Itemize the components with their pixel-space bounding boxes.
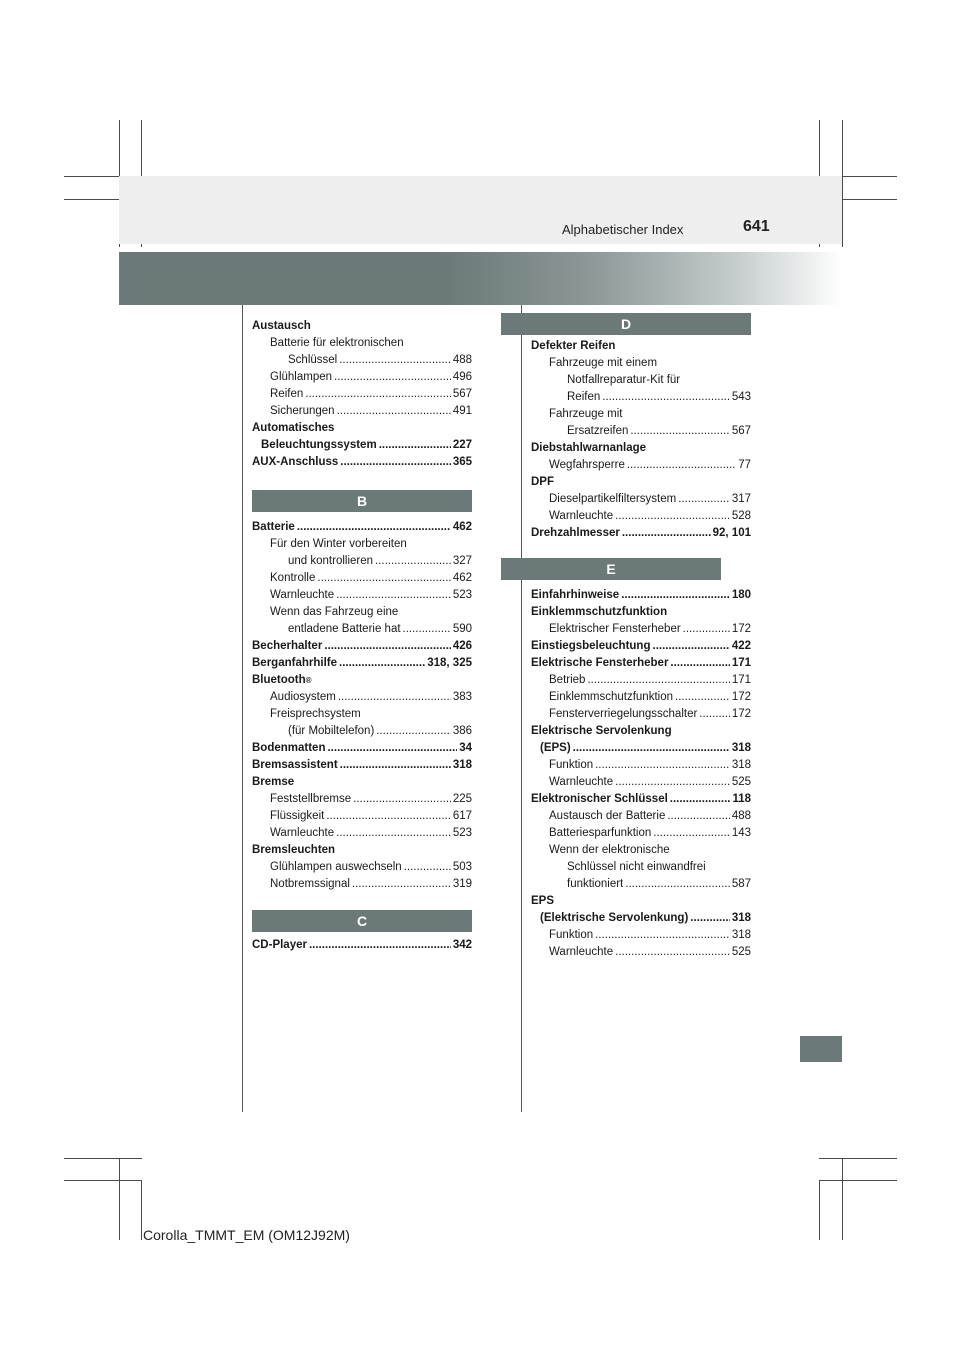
index-group-e bbox=[531, 587, 751, 961]
dot-leader bbox=[353, 791, 451, 808]
header-band bbox=[119, 176, 842, 244]
dot-leader bbox=[670, 655, 729, 672]
index-entry bbox=[531, 944, 751, 961]
index-entry-text: Schlüssel bbox=[288, 354, 338, 366]
index-entry-page: 227 bbox=[452, 439, 472, 451]
dot-leader bbox=[675, 689, 730, 706]
index-entry-text: Ersatzreifen bbox=[567, 425, 629, 437]
dot-leader bbox=[622, 525, 711, 542]
index-entry bbox=[252, 604, 472, 621]
index-entry-page: 118 bbox=[732, 793, 751, 805]
index-entry-text: Kontrolle bbox=[270, 572, 316, 584]
index-entry bbox=[252, 420, 472, 437]
index-entry bbox=[531, 791, 751, 808]
index-entry bbox=[252, 335, 472, 352]
index-entry bbox=[252, 723, 472, 740]
column-divider-right bbox=[521, 305, 522, 1112]
index-entry-text: Feststellbremse bbox=[270, 793, 352, 805]
index-entry-page: 77 bbox=[738, 459, 751, 471]
index-entry bbox=[252, 825, 472, 842]
dot-leader bbox=[653, 638, 730, 655]
dot-leader bbox=[336, 587, 451, 604]
page-title: Alphabetischer Index bbox=[562, 222, 684, 237]
index-entry-text: Funktion bbox=[549, 929, 594, 941]
index-entry-text: Notbremssignal bbox=[270, 878, 350, 890]
index-entry bbox=[252, 655, 472, 672]
index-entry bbox=[252, 621, 472, 638]
dot-leader bbox=[336, 825, 451, 842]
index-entry-text: Beleuchtungssystem bbox=[261, 439, 377, 451]
index-entry bbox=[252, 937, 472, 954]
index-entry-text: und kontrollieren bbox=[288, 555, 374, 567]
index-entry bbox=[252, 386, 472, 403]
index-entry-text: Drehzahlmesser bbox=[531, 527, 620, 539]
crop-mark bbox=[842, 120, 843, 247]
dot-leader bbox=[595, 927, 730, 944]
index-entry-text: Notfallreparatur-Kit für bbox=[567, 374, 681, 386]
index-entry-page: 543 bbox=[731, 391, 751, 403]
crop-mark bbox=[819, 1180, 820, 1240]
dot-leader bbox=[375, 553, 451, 570]
dot-leader bbox=[630, 423, 729, 440]
index-entry-page: 525 bbox=[731, 776, 751, 788]
index-entry-text: Bremse bbox=[252, 776, 295, 788]
index-entry-text: Austausch der Batterie bbox=[549, 810, 666, 822]
index-entry bbox=[252, 454, 472, 471]
dot-leader bbox=[337, 403, 451, 420]
dot-leader bbox=[309, 937, 451, 954]
index-entry bbox=[252, 842, 472, 859]
index-entry-page: 318 bbox=[731, 929, 751, 941]
dot-leader bbox=[339, 655, 425, 672]
dot-leader bbox=[678, 491, 730, 508]
crop-mark bbox=[819, 1158, 897, 1159]
dot-leader bbox=[338, 689, 451, 706]
page-number: 641 bbox=[743, 218, 770, 235]
index-entry-text: Elektrische Fensterheber bbox=[531, 657, 669, 669]
index-entry-page: 318 bbox=[731, 912, 751, 924]
index-entry-page: 426 bbox=[452, 640, 472, 652]
index-entry-text: Audiosystem bbox=[270, 691, 336, 703]
index-entry-text: Reifen bbox=[567, 391, 601, 403]
index-entry-text: Warnleuchte bbox=[549, 946, 614, 958]
index-entry-text: Reifen bbox=[270, 388, 304, 400]
section-header-b: B bbox=[252, 490, 472, 512]
crop-mark bbox=[119, 1158, 120, 1240]
index-entry bbox=[531, 621, 751, 638]
dot-leader bbox=[305, 386, 451, 403]
section-header-d: D bbox=[501, 313, 751, 335]
index-entry bbox=[252, 791, 472, 808]
dot-leader bbox=[615, 774, 730, 791]
dot-leader bbox=[317, 570, 450, 587]
index-entry bbox=[252, 859, 472, 876]
index-entry bbox=[531, 723, 751, 740]
index-entry-text: Bodenmatten bbox=[252, 742, 326, 754]
index-entry-text: Glühlampen bbox=[270, 371, 333, 383]
dot-leader bbox=[297, 519, 451, 536]
index-entry-text: Wenn der elektronische bbox=[549, 844, 670, 856]
index-entry-text: Warnleuchte bbox=[270, 827, 335, 839]
index-entry bbox=[531, 774, 751, 791]
index-entry bbox=[531, 508, 751, 525]
index-entry-text: (EPS) bbox=[540, 742, 571, 754]
index-entry-page: 318 bbox=[731, 742, 751, 754]
index-entry-page: 567 bbox=[452, 388, 472, 400]
crop-mark bbox=[819, 1180, 897, 1181]
index-entry bbox=[252, 757, 472, 774]
dot-leader bbox=[376, 723, 451, 740]
crop-mark bbox=[64, 1180, 142, 1181]
header-gradient-bar bbox=[119, 252, 842, 305]
index-entry-text: Wegfahrsperre bbox=[549, 459, 625, 471]
index-entry-text: Dieselpartikelfiltersystem bbox=[549, 493, 677, 505]
index-entry-text: (für Mobiltelefon) bbox=[288, 725, 375, 737]
chapter-tab bbox=[800, 1036, 842, 1062]
dot-leader bbox=[379, 437, 451, 454]
index-entry-page: 172 bbox=[731, 691, 751, 703]
dot-leader bbox=[627, 457, 736, 474]
index-entry-page: 587 bbox=[731, 878, 751, 890]
index-entry bbox=[531, 927, 751, 944]
index-entry bbox=[252, 553, 472, 570]
index-entry bbox=[252, 403, 472, 420]
index-entry bbox=[531, 672, 751, 689]
index-entry bbox=[252, 638, 472, 655]
index-entry-text: Warnleuchte bbox=[549, 510, 614, 522]
index-entry bbox=[531, 808, 751, 825]
dot-leader bbox=[699, 706, 730, 723]
index-entry-text: Einstiegsbeleuchtung bbox=[531, 640, 651, 652]
index-entry-text: Becherhalter bbox=[252, 640, 323, 652]
index-entry bbox=[531, 842, 751, 859]
index-entry-text: Berganfahrhilfe bbox=[252, 657, 337, 669]
index-entry-text: Für den Winter vorbereiten bbox=[270, 538, 407, 550]
index-entry-text: Batteriesparfunktion bbox=[549, 827, 652, 839]
index-entry bbox=[531, 740, 751, 757]
index-entry bbox=[531, 372, 751, 389]
index-entry bbox=[252, 706, 472, 723]
dot-leader bbox=[573, 740, 730, 757]
index-entry-text: Batterie bbox=[252, 521, 295, 533]
index-group-c bbox=[252, 937, 472, 954]
index-entry-page: 523 bbox=[452, 827, 472, 839]
index-entry bbox=[531, 876, 751, 893]
dot-leader bbox=[339, 352, 451, 369]
index-entry bbox=[531, 440, 751, 457]
index-entry-text: Elektronischer Schlüssel bbox=[531, 793, 668, 805]
dot-leader bbox=[403, 621, 451, 638]
index-entry-text: Flüssigkeit bbox=[270, 810, 325, 822]
index-entry bbox=[531, 706, 751, 723]
index-entry bbox=[531, 859, 751, 876]
index-entry bbox=[252, 689, 472, 706]
dot-leader bbox=[653, 825, 730, 842]
index-entry-page: 365 bbox=[452, 456, 472, 468]
index-entry-text: Glühlampen auswechseln bbox=[270, 861, 402, 873]
index-group-a bbox=[252, 318, 472, 471]
index-entry bbox=[531, 423, 751, 440]
index-entry-text: funktioniert bbox=[567, 878, 624, 890]
dot-leader bbox=[340, 454, 451, 471]
index-entry-page: 503 bbox=[452, 861, 472, 873]
index-entry-text: Bremsleuchten bbox=[252, 844, 336, 856]
index-entry-text: Warnleuchte bbox=[270, 589, 335, 601]
dot-leader bbox=[340, 757, 451, 774]
index-entry-text: Automatisches bbox=[252, 422, 335, 434]
index-entry-page: 327 bbox=[452, 555, 472, 567]
index-entry bbox=[531, 355, 751, 372]
index-column-left bbox=[252, 318, 472, 954]
index-entry-page: 462 bbox=[452, 572, 472, 584]
index-entry-text: Austausch bbox=[252, 320, 311, 332]
index-entry bbox=[531, 757, 751, 774]
index-entry-page: 386 bbox=[452, 725, 472, 737]
index-entry bbox=[252, 774, 472, 791]
index-entry bbox=[531, 638, 751, 655]
index-entry-page: 567 bbox=[731, 425, 751, 437]
crop-mark bbox=[842, 1158, 843, 1240]
index-entry bbox=[252, 570, 472, 587]
index-entry-page: 34 bbox=[459, 742, 472, 754]
index-entry bbox=[531, 474, 751, 491]
index-entry-text: Bluetooth bbox=[252, 674, 306, 686]
index-entry-page: 590 bbox=[452, 623, 472, 635]
index-entry-text: DPF bbox=[531, 476, 554, 488]
index-entry-page: 318 bbox=[452, 759, 472, 771]
crop-mark bbox=[141, 1180, 142, 1240]
index-entry-text: Freisprechsystem bbox=[270, 708, 361, 720]
index-entry bbox=[252, 352, 472, 369]
index-entry-page: 92, 101 bbox=[712, 527, 751, 539]
index-entry-text: Diebstahlwarnanlage bbox=[531, 442, 647, 454]
index-entry-page: 318 bbox=[731, 759, 751, 771]
column-divider-left bbox=[242, 305, 243, 1112]
index-entry-page: 225 bbox=[452, 793, 472, 805]
index-entry-page: 319 bbox=[452, 878, 472, 890]
dot-leader bbox=[587, 672, 729, 689]
index-entry-text: Wenn das Fahrzeug eine bbox=[270, 606, 399, 618]
index-entry bbox=[531, 655, 751, 672]
index-column-right bbox=[531, 338, 751, 961]
index-entry bbox=[531, 689, 751, 706]
dot-leader bbox=[667, 808, 729, 825]
dot-leader bbox=[625, 876, 730, 893]
index-entry-page: 342 bbox=[452, 939, 472, 951]
section-header-e: E bbox=[501, 558, 721, 580]
crop-mark bbox=[64, 1158, 142, 1159]
index-entry bbox=[252, 808, 472, 825]
index-entry bbox=[531, 491, 751, 508]
index-entry bbox=[531, 406, 751, 423]
index-entry bbox=[252, 437, 472, 454]
index-entry-text: Schlüssel nicht einwandfrei bbox=[567, 861, 706, 873]
index-entry bbox=[531, 825, 751, 842]
dot-leader bbox=[334, 369, 451, 386]
index-entry-text: (Elektrische Servolenkung) bbox=[540, 912, 689, 924]
index-entry-page: 383 bbox=[452, 691, 472, 703]
index-group-b bbox=[252, 519, 472, 893]
index-entry-text: Warnleuchte bbox=[549, 776, 614, 788]
index-entry bbox=[252, 318, 472, 335]
index-entry-text: Einklemmschutzfunktion bbox=[549, 691, 673, 703]
dot-leader bbox=[615, 508, 730, 525]
dot-leader bbox=[670, 791, 731, 808]
index-entry bbox=[252, 740, 472, 757]
index-entry bbox=[531, 525, 751, 542]
index-entry-text: Einfahrhinweise bbox=[531, 589, 620, 601]
index-entry-text: Funktion bbox=[549, 759, 594, 771]
index-entry-page: 422 bbox=[731, 640, 751, 652]
index-entry bbox=[531, 389, 751, 406]
index-entry bbox=[531, 457, 751, 474]
index-entry-text: CD-Player bbox=[252, 939, 307, 951]
index-entry-page: 523 bbox=[452, 589, 472, 601]
index-entry-text: Elektrischer Fensterheber bbox=[549, 623, 681, 635]
dot-leader bbox=[327, 740, 457, 757]
index-entry bbox=[531, 338, 751, 355]
index-entry-page: 317 bbox=[731, 493, 751, 505]
index-entry-text: Defekter Reifen bbox=[531, 340, 616, 352]
index-group-d bbox=[531, 338, 751, 542]
index-entry-page: 318, 325 bbox=[427, 657, 472, 669]
index-entry-text: AUX-Anschluss bbox=[252, 456, 339, 468]
index-entry bbox=[531, 587, 751, 604]
index-entry bbox=[531, 910, 751, 927]
index-entry-text: Sicherungen bbox=[270, 405, 335, 417]
index-entry-text: entladene Batterie hat bbox=[288, 623, 401, 635]
index-entry-text: Fahrzeuge mit bbox=[549, 408, 623, 420]
index-entry-page: 496 bbox=[452, 371, 472, 383]
index-entry bbox=[531, 604, 751, 621]
index-entry bbox=[252, 587, 472, 604]
index-entry-page: 172 bbox=[731, 708, 751, 720]
index-entry-text: Fensterverriegelungsschalter bbox=[549, 708, 698, 720]
index-entry-page: 525 bbox=[731, 946, 751, 958]
index-entry-text: EPS bbox=[531, 895, 555, 907]
dot-leader bbox=[595, 757, 730, 774]
index-entry-text: Fahrzeuge mit einem bbox=[549, 357, 658, 369]
dot-leader bbox=[326, 808, 450, 825]
dot-leader bbox=[324, 638, 451, 655]
index-entry bbox=[252, 876, 472, 893]
index-entry-page: 617 bbox=[452, 810, 472, 822]
index-entry bbox=[252, 369, 472, 386]
dot-leader bbox=[621, 587, 730, 604]
index-entry-page: 491 bbox=[452, 405, 472, 417]
index-entry-page: 180 bbox=[731, 589, 751, 601]
dot-leader bbox=[683, 621, 730, 638]
index-entry-text: Bremsassistent bbox=[252, 759, 338, 771]
index-entry-text: Elektrische Servolenkung bbox=[531, 725, 672, 737]
section-header-c: C bbox=[252, 910, 472, 932]
footer-doc-id: Corolla_TMMT_EM (OM12J92M) bbox=[143, 1227, 350, 1243]
dot-leader bbox=[690, 910, 730, 927]
index-entry-page: 488 bbox=[731, 810, 751, 822]
index-entry-page: 172 bbox=[731, 623, 751, 635]
dot-leader bbox=[602, 389, 730, 406]
index-entry bbox=[252, 536, 472, 553]
index-entry bbox=[531, 893, 751, 910]
index-entry-page: 171 bbox=[731, 674, 751, 686]
dot-leader bbox=[404, 859, 451, 876]
index-entry-text: Batterie für elektronischen bbox=[270, 337, 404, 349]
index-entry-page: 462 bbox=[452, 521, 472, 533]
index-entry-page: 171 bbox=[731, 657, 751, 669]
index-entry bbox=[252, 519, 472, 536]
index-entry-page: 528 bbox=[731, 510, 751, 522]
dot-leader bbox=[615, 944, 730, 961]
index-entry-text: Betrieb bbox=[549, 674, 586, 686]
index-entry-page: 143 bbox=[731, 827, 751, 839]
index-entry-page: 488 bbox=[452, 354, 472, 366]
dot-leader bbox=[352, 876, 451, 893]
index-entry-text: Einklemmschutzfunktion bbox=[531, 606, 668, 618]
index-entry: Bluetooth ® bbox=[252, 672, 472, 689]
